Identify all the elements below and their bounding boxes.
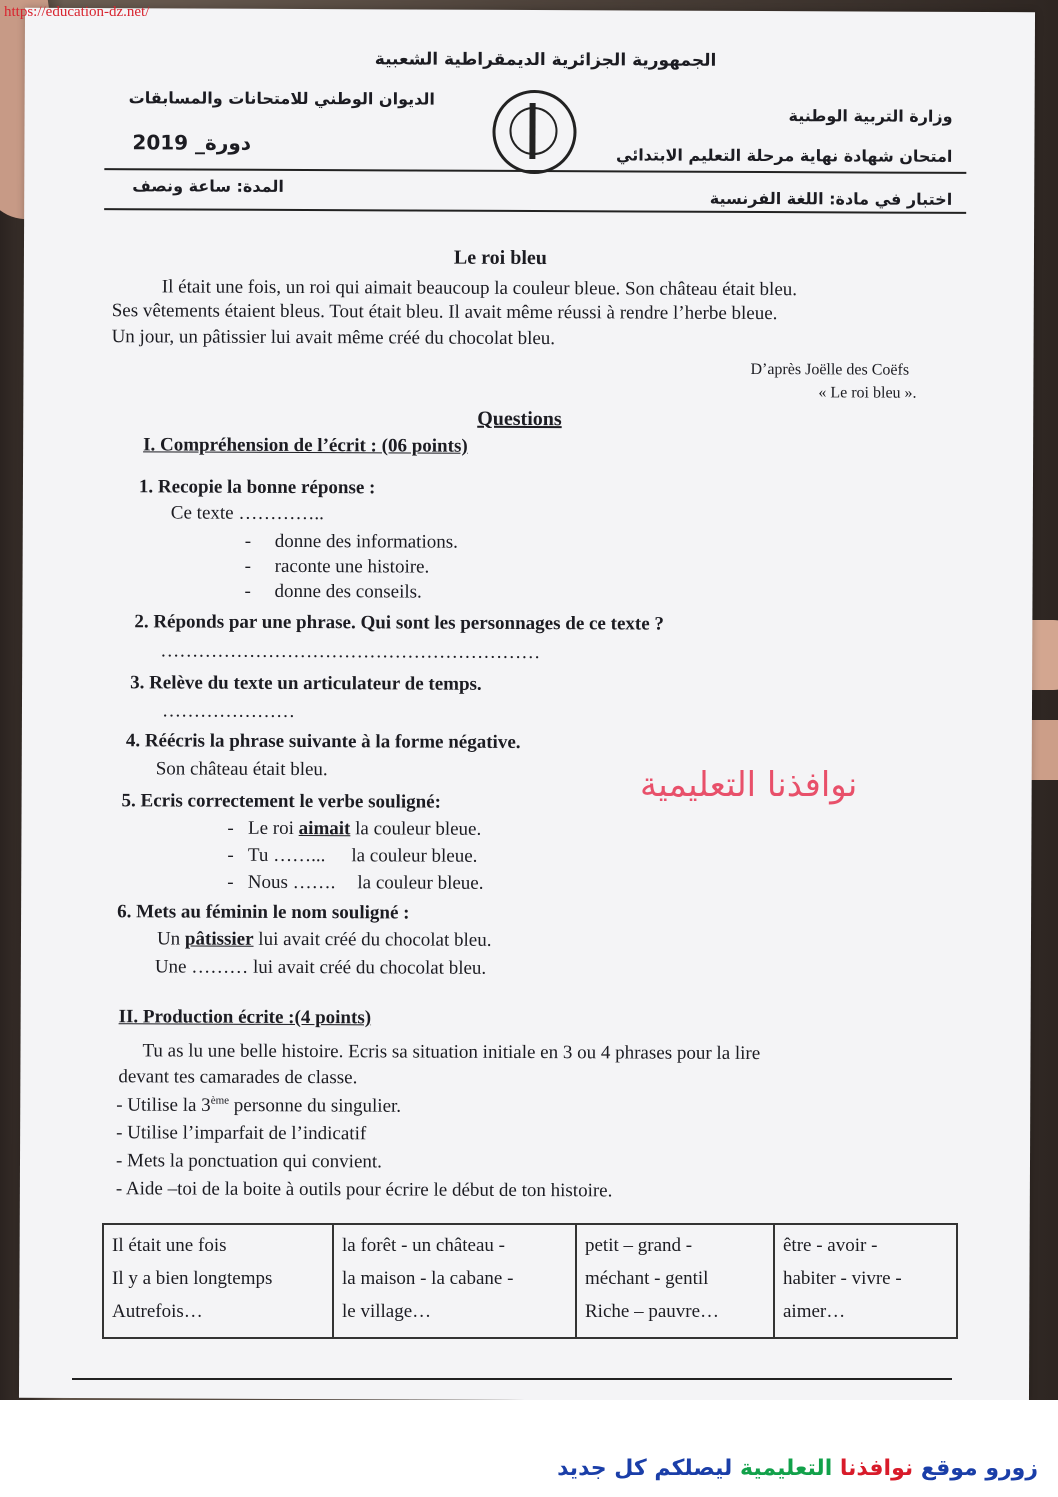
republic-title: الجمهورية الجزائرية الديمقراطية الشعبية bbox=[374, 49, 717, 71]
question-2-answer-line: …………………………………………………… bbox=[160, 640, 541, 664]
source-url-link[interactable]: https://education-dz.net/ bbox=[4, 4, 150, 20]
underlined-noun: pâtissier bbox=[184, 928, 254, 950]
bottom-rule bbox=[72, 1378, 952, 1380]
exam-paper bbox=[19, 8, 1035, 1400]
production-bullet-2: - Utilise l’imparfait de l’indicatif bbox=[116, 1122, 367, 1145]
exam-name: امتحان شهادة نهاية مرحلة التعليم الابتدائي bbox=[615, 145, 953, 166]
ministry-logo bbox=[492, 90, 576, 174]
question-5-row-1: - Le roi aimait la couleur bleue. bbox=[227, 817, 482, 840]
text-source-title: « Le roi bleu ». bbox=[818, 384, 917, 402]
section-2-heading: II. Production écrite :(4 points) bbox=[118, 1006, 372, 1029]
production-bullet-4: - Aide –toi de la boite à outils pour écrire le début de ton histoire. bbox=[115, 1178, 613, 1202]
text-line-2: Ses vêtements étaient bleus. Tout était bleu. Il avait même réussi à rendre l’herbe bleue. bbox=[111, 300, 778, 325]
production-intro-1: Tu as lu une belle histoire. Ecris sa situation initiale en 3 ou 4 phrases pour la lire bbox=[142, 1040, 761, 1065]
section-1-heading: I. Compréhension de l’écrit : (06 points) bbox=[143, 434, 468, 457]
toolbox-cell-verbs: être - avoir - habiter - vivre - aimer… bbox=[774, 1224, 957, 1338]
question-4-sentence: Son château était bleu. bbox=[155, 758, 328, 781]
toolbox-cell-places: la forêt - un château - la maison - la cabane - le village… bbox=[333, 1224, 576, 1338]
production-intro-2: devant tes camarades de classe. bbox=[118, 1066, 358, 1089]
question-1-option-2: - raconte une histoire. bbox=[244, 555, 430, 578]
question-5-row-3: - Nous ……. la couleur bleue. bbox=[227, 871, 484, 894]
question-4: 4. Réécris la phrase suivante à la forme négative. bbox=[125, 730, 521, 753]
toolbox-table bbox=[102, 1223, 958, 1339]
office-name: الديوان الوطني للامتحانات والمسابقات bbox=[128, 88, 435, 109]
production-bullet-3: - Mets la ponctuation qui convient. bbox=[115, 1150, 383, 1173]
question-1-option-1: - donne des informations. bbox=[244, 530, 458, 553]
question-1-option-3: - donne des conseils. bbox=[244, 580, 422, 603]
question-5-row-2: - Tu ……... la couleur bleue. bbox=[227, 844, 478, 867]
text-title: Le roi bleu bbox=[453, 246, 547, 270]
underlined-verb: aimait bbox=[298, 818, 351, 840]
header-divider-2 bbox=[104, 208, 966, 214]
text-source-author: D’après Joëlle des Coëfs bbox=[750, 360, 910, 379]
toolbox-cell-adjectives: petit – grand - méchant - gentil Riche – pauvre… bbox=[576, 1224, 774, 1338]
site-watermark: نوافذنا التعليمية bbox=[640, 765, 858, 805]
production-bullet-1: - Utilise la 3ème personne du singulier. bbox=[116, 1094, 402, 1117]
questions-heading: Questions bbox=[477, 407, 562, 431]
question-6: 6. Mets au féminin le nom souligné : bbox=[117, 901, 410, 924]
question-3-answer-line: ………………… bbox=[161, 700, 296, 722]
question-2: 2. Réponds par une phrase. Qui sont les personnages de ce texte ? bbox=[134, 611, 664, 635]
ministry-name: وزارة التربية الوطنية bbox=[788, 106, 953, 126]
exam-duration: المدة: ساعة ونصف bbox=[132, 176, 284, 196]
toolbox-cell-openers: Il était une fois Il y a bien longtemps Autrefois… bbox=[103, 1224, 333, 1338]
text-line-3: Un jour, un pâtissier lui avait même créé du chocolat bleu. bbox=[111, 326, 556, 350]
text-line-1: Il était une fois, un roi qui aimait beaucoup la couleur bleue. Son château était bleu. bbox=[161, 276, 798, 301]
question-6-sentence-1: Un pâtissier lui avait créé du chocolat bleu. bbox=[156, 928, 492, 951]
question-1: 1. Recopie la bonne réponse : bbox=[138, 476, 376, 499]
subject-name: اختبار في مادة: اللغة الفرنسية bbox=[709, 188, 953, 209]
question-1-stem: Ce texte ………….. bbox=[170, 502, 324, 525]
session-year: دورة_ 2019 bbox=[132, 130, 252, 155]
question-5: 5. Ecris correctement le verbe souligné: bbox=[121, 790, 441, 813]
question-3: 3. Relève du texte un articulateur de temps. bbox=[130, 672, 482, 695]
footer-banner: زورو موقع نوافذنا التعليمية ليصلكم كل جديد bbox=[557, 1456, 1038, 1481]
question-6-sentence-2: Une ……… lui avait créé du chocolat bleu. bbox=[154, 956, 487, 979]
